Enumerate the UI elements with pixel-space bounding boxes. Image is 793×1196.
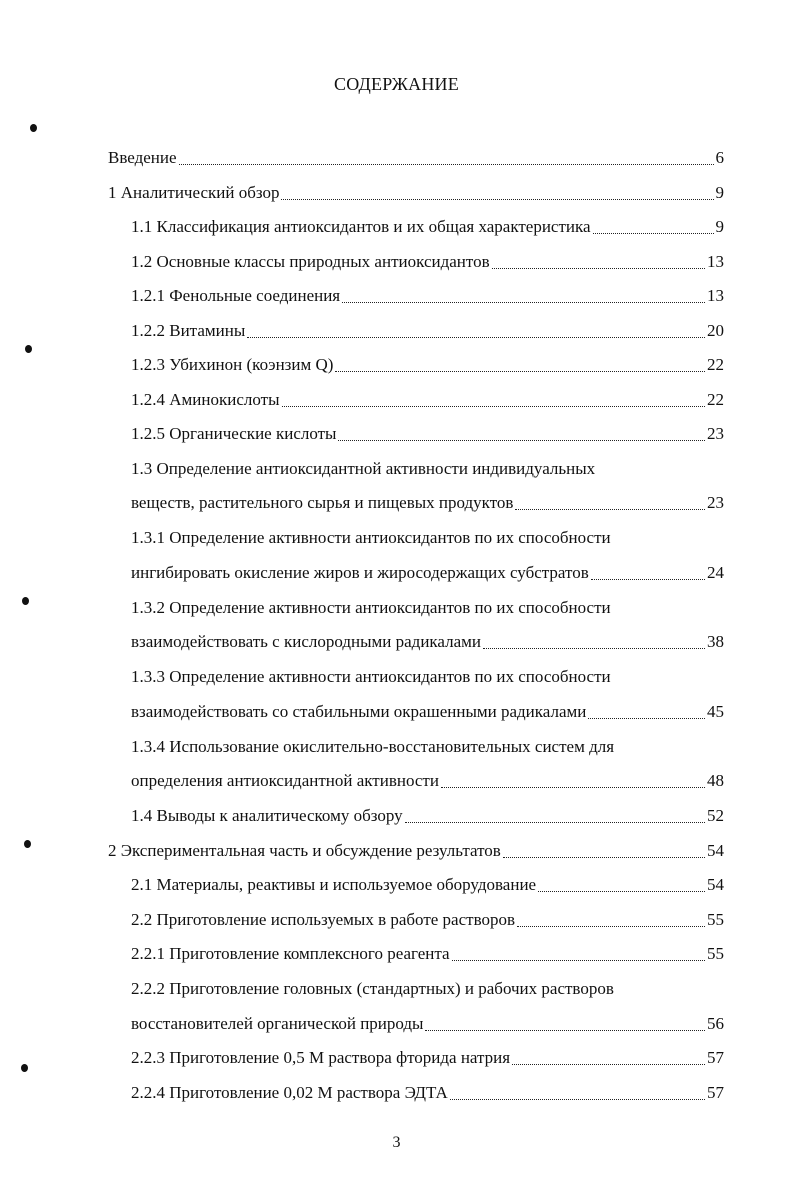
- toc-entry-2-2-1[interactable]: [131, 939, 724, 969]
- dot-leader: [425, 1030, 705, 1031]
- dot-leader: [588, 718, 705, 719]
- toc-entry-page: 9: [715, 183, 724, 202]
- toc-entry-1-3-3[interactable]: [131, 697, 724, 727]
- dot-leader: [281, 199, 713, 200]
- toc-entry-title: 2.2.2 Приготовление головных (стандартных) и рабочих растворов: [131, 979, 614, 998]
- toc-entry-page: 56: [707, 1014, 724, 1033]
- toc-entry-page: 38: [707, 632, 724, 651]
- toc-entry-title: 1.3.2 Определение активности антиоксидантов по их способности: [131, 598, 611, 617]
- toc-entry-1-3-3-line1: [131, 662, 724, 692]
- toc-entry-page: 48: [707, 771, 724, 790]
- toc-entry-page: 57: [707, 1048, 724, 1067]
- dot-leader: [492, 268, 705, 269]
- toc-entry-title: Введение: [108, 148, 177, 167]
- toc-entry-1-2-3[interactable]: [131, 350, 724, 380]
- toc-entry-title: 1.3 Определение антиоксидантной активности индивидуальных: [131, 459, 596, 478]
- toc-entry-title: определения антиоксидантной активности: [131, 771, 439, 790]
- toc-entry-1-3-1-line1: [131, 523, 724, 553]
- toc-entry-1-3-line1: [131, 454, 724, 484]
- toc-entry-title: 1.4 Выводы к аналитическому обзору: [131, 806, 403, 825]
- punch-hole-mark: [30, 124, 37, 132]
- dot-leader: [342, 302, 705, 303]
- toc-entry-page: 55: [707, 910, 724, 929]
- punch-hole-mark: [25, 345, 32, 353]
- toc-entry-title: веществ, растительного сырья и пищевых продуктов: [131, 493, 514, 512]
- toc-entry-title: 1.3.4 Использование окислительно-восстановительных систем для: [131, 737, 615, 756]
- punch-hole-mark: [24, 840, 31, 848]
- toc-entry-title: 1.3.3 Определение активности антиоксидантов по их способности: [131, 667, 611, 686]
- toc-entry-title: взаимодействовать со стабильными окрашенными радикалами: [131, 702, 587, 721]
- toc-entry-title: ингибировать окисление жиров и жиросодержащих субстратов: [131, 563, 589, 582]
- toc-entry-1-3-4-line1: [131, 732, 724, 762]
- toc-entry-1-3[interactable]: [131, 488, 724, 518]
- punch-hole-mark: [22, 597, 29, 605]
- toc-entry-title: 2.2 Приготовление используемых в работе растворов: [131, 910, 516, 929]
- toc-entry-page: 22: [707, 390, 724, 409]
- toc-entry-2-2-4[interactable]: [131, 1078, 724, 1108]
- toc-entry-1-2-4[interactable]: [131, 385, 724, 415]
- toc-entry-page: 54: [707, 875, 724, 894]
- dot-leader: [282, 406, 706, 407]
- dot-leader: [335, 371, 705, 372]
- dot-leader: [450, 1099, 705, 1100]
- toc-entry-1-2[interactable]: [131, 247, 724, 277]
- toc-entry-1-3-1[interactable]: [131, 558, 724, 588]
- dot-leader: [179, 164, 714, 165]
- toc-entry-title: 2.2.3 Приготовление 0,5 М раствора фторида натрия: [131, 1048, 511, 1067]
- toc-entry-1-2-2[interactable]: [131, 316, 724, 346]
- toc-entry-page: 54: [707, 841, 724, 860]
- page-title: СОДЕРЖАНИЕ: [334, 74, 459, 94]
- punch-hole-mark: [21, 1064, 28, 1072]
- dot-leader: [593, 233, 714, 234]
- toc-entry-page: 13: [707, 286, 724, 305]
- toc-entry-1-4[interactable]: [131, 801, 724, 831]
- dot-leader: [503, 857, 705, 858]
- dot-leader: [441, 787, 705, 788]
- toc-entry-chapter-1[interactable]: [108, 178, 724, 208]
- toc-entry-1-3-2[interactable]: [131, 627, 724, 657]
- toc-entry-title: 1.2.2 Витамины: [131, 321, 246, 340]
- toc-entry-title: 1.2.4 Аминокислоты: [131, 390, 280, 409]
- toc-entry-page: 6: [715, 148, 724, 167]
- toc-entry-page: 22: [707, 355, 724, 374]
- dot-leader: [517, 926, 705, 927]
- dot-leader: [452, 960, 705, 961]
- dot-leader: [515, 509, 705, 510]
- toc-entry-2-2-2-line1: [131, 974, 724, 1004]
- toc-entry-page: 45: [707, 702, 724, 721]
- toc-entry-page: 13: [707, 252, 724, 271]
- toc-entry-page: 57: [707, 1083, 724, 1102]
- dot-leader: [591, 579, 705, 580]
- toc-entry-2-2-2[interactable]: [131, 1009, 724, 1039]
- dot-leader: [338, 440, 705, 441]
- toc-entry-page: 9: [715, 217, 724, 236]
- toc-entry-page: 55: [707, 944, 724, 963]
- toc-entry-page: 20: [707, 321, 724, 340]
- toc-entry-2-2[interactable]: [131, 905, 724, 935]
- dot-leader: [538, 891, 705, 892]
- toc-entry-1-3-4[interactable]: [131, 766, 724, 796]
- toc-entry-title: 1.2.5 Органические кислоты: [131, 424, 337, 443]
- dot-leader: [483, 648, 705, 649]
- toc-entry-page: 24: [707, 563, 724, 582]
- toc-entry-title: взаимодействовать с кислородными радикалами: [131, 632, 482, 651]
- toc-entry-1-1[interactable]: [131, 212, 724, 242]
- toc-entry-page: 23: [707, 493, 724, 512]
- page-number: 3: [392, 1134, 401, 1151]
- toc-entry-title: 2.2.4 Приготовление 0,02 М раствора ЭДТА: [131, 1083, 448, 1102]
- toc-entry-1-2-5[interactable]: [131, 419, 724, 449]
- toc-entry-title: 2.2.1 Приготовление комплексного реагента: [131, 944, 450, 963]
- toc-entry-1-2-1[interactable]: [131, 281, 724, 311]
- toc-entry-page: 23: [707, 424, 724, 443]
- toc-entry-title: 1.2 Основные классы природных антиоксидантов: [131, 252, 490, 271]
- dot-leader: [512, 1064, 705, 1065]
- toc-entry-title: 1.2.3 Убихинон (коэнзим Q): [131, 355, 334, 374]
- toc-entry-title: 2.1 Материалы, реактивы и используемое оборудование: [131, 875, 537, 894]
- toc-entry-chapter-2[interactable]: [108, 836, 724, 866]
- toc-entry-title: 1.2.1 Фенольные соединения: [131, 286, 341, 305]
- toc-entry-title: 1 Аналитический обзор: [108, 183, 280, 202]
- toc-entry-2-2-3[interactable]: [131, 1043, 724, 1073]
- dot-leader: [405, 822, 705, 823]
- toc-entry-title: восстановителей органической природы: [131, 1014, 424, 1033]
- toc-entry-2-1[interactable]: [131, 870, 724, 900]
- toc-entry-introduction[interactable]: [108, 143, 724, 173]
- toc-entry-title: 1.3.1 Определение активности антиоксидантов по их способности: [131, 528, 611, 547]
- toc-entry-1-3-2-line1: [131, 593, 724, 623]
- toc-entry-page: 52: [707, 806, 724, 825]
- toc-entry-title: 1.1 Классификация антиоксидантов и их общая характеристика: [131, 217, 591, 236]
- toc-entry-title: 2 Экспериментальная часть и обсуждение результатов: [108, 841, 501, 860]
- dot-leader: [247, 337, 705, 338]
